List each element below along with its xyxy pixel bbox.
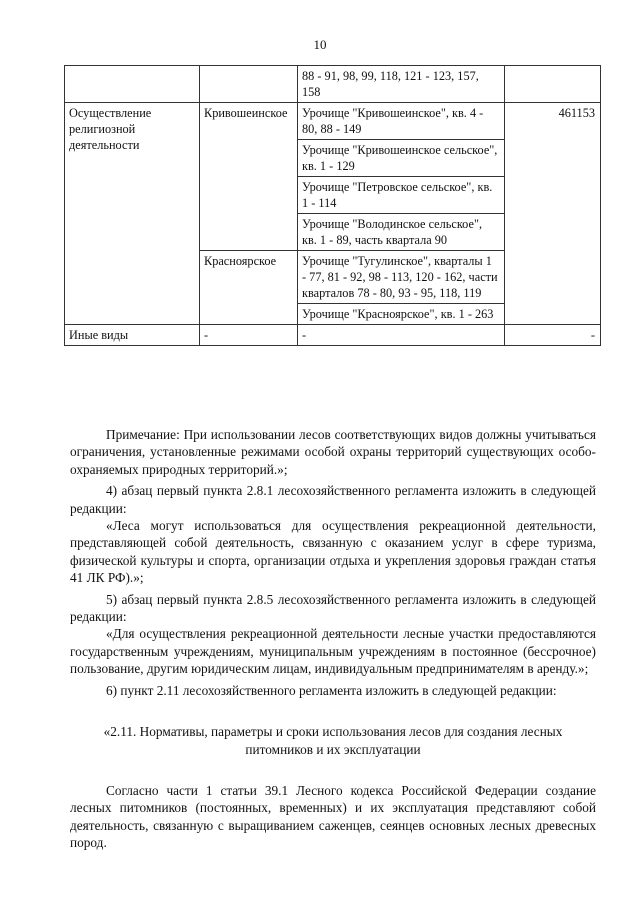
quoted-paragraph: «Для осуществления рекреационной деятельности лесные участки предоставляются государственным учреждениям, муниципальным учреждениям в постоянное (бессрочное) пользование, другим юридическим лицам, индивидуальным предпринимателям в аренду.»; xyxy=(70,626,596,677)
section-heading xyxy=(70,723,596,758)
section-heading-line: питомников и их эксплуатации xyxy=(245,741,421,757)
amendment-paragraph: 4) абзац первый пункта 2.8.1 лесохозяйственного регламента изложить в следующей редакции: xyxy=(70,483,596,516)
table-cell-location: Урочище "Кривошеинское сельское", кв. 1 - 129 xyxy=(298,140,505,177)
table-cell-activity xyxy=(65,66,200,103)
table-cell-forestry: - xyxy=(200,325,298,346)
table-cell-volume xyxy=(505,66,601,103)
amendment-paragraph: 6) пункт 2.11 лесохозяйственного регламента изложить в следующей редакции: xyxy=(106,682,557,698)
table-cell-activity: Иные виды xyxy=(65,325,200,346)
table-cell-forestry: Красноярское xyxy=(200,251,298,325)
amendment-paragraph: 5) абзац первый пункта 2.8.5 лесохозяйственного регламента изложить в следующей редакции: xyxy=(70,591,596,625)
quoted-paragraph: «Леса могут использоваться для осуществления рекреационной деятельности, представляющей собой деятельность, связанную с оказанием услуг в сфере туризма, физической культуры и спорта, организации отдыха и укрепления здоровья граждан статья 41 ЛК РФ).»; xyxy=(70,518,596,586)
table-cell-forestry: Кривошеинское xyxy=(200,103,298,251)
table-cell-location: Урочище "Кривошеинское", кв. 4 - 80, 88 - 149 xyxy=(298,103,505,140)
section-heading-line: «2.11. Нормативы, параметры и сроки использования лесов для создания лесных xyxy=(103,724,563,740)
table-cell-location: Урочище "Петровское сельское", кв. 1 - 114 xyxy=(298,177,505,214)
table-row xyxy=(65,325,601,346)
body-paragraph: Согласно части 1 статьи 39.1 Лесного кодекса Российской Федерации создание лесных питомников (постоянных, временных) и их эксплуатация представляют собой деятельность, связанную с выращиванием саженцев, сеянцев основных лесных древесных пород. xyxy=(70,782,596,851)
table-cell-volume: 461153 xyxy=(505,103,601,325)
document-body xyxy=(70,426,596,852)
table-cell-forestry xyxy=(200,66,298,103)
table-cell-volume: - xyxy=(505,325,601,346)
page-number: 10 xyxy=(313,37,327,52)
table-row xyxy=(65,103,601,140)
table-cell-location: Урочище "Красноярское", кв. 1 - 263 xyxy=(298,304,505,325)
table-cell-activity: Осуществление религиозной деятельности xyxy=(65,103,200,325)
note-paragraph: Примечание: При использовании лесов соответствующих видов должны учитываться ограничения, установленные режимами особой охраны территорий существующих особо-охраняемых природных территорий.»; xyxy=(70,427,596,477)
forest-use-table xyxy=(64,65,601,346)
table-cell-location: 88 - 91, 98, 99, 118, 121 - 123, 157, 158 xyxy=(298,66,505,103)
table-cell-location: Урочище "Тугулинское", кварталы 1 - 77, 81 - 92, 98 - 113, 120 - 162, части кварталов 78 - 80, 93 - 95, 118, 119 xyxy=(298,251,505,304)
table-cell-location: - xyxy=(298,325,505,346)
table-row xyxy=(65,66,601,103)
table-cell-location: Урочище "Володинское сельское", кв. 1 - 89, часть квартала 90 xyxy=(298,214,505,251)
